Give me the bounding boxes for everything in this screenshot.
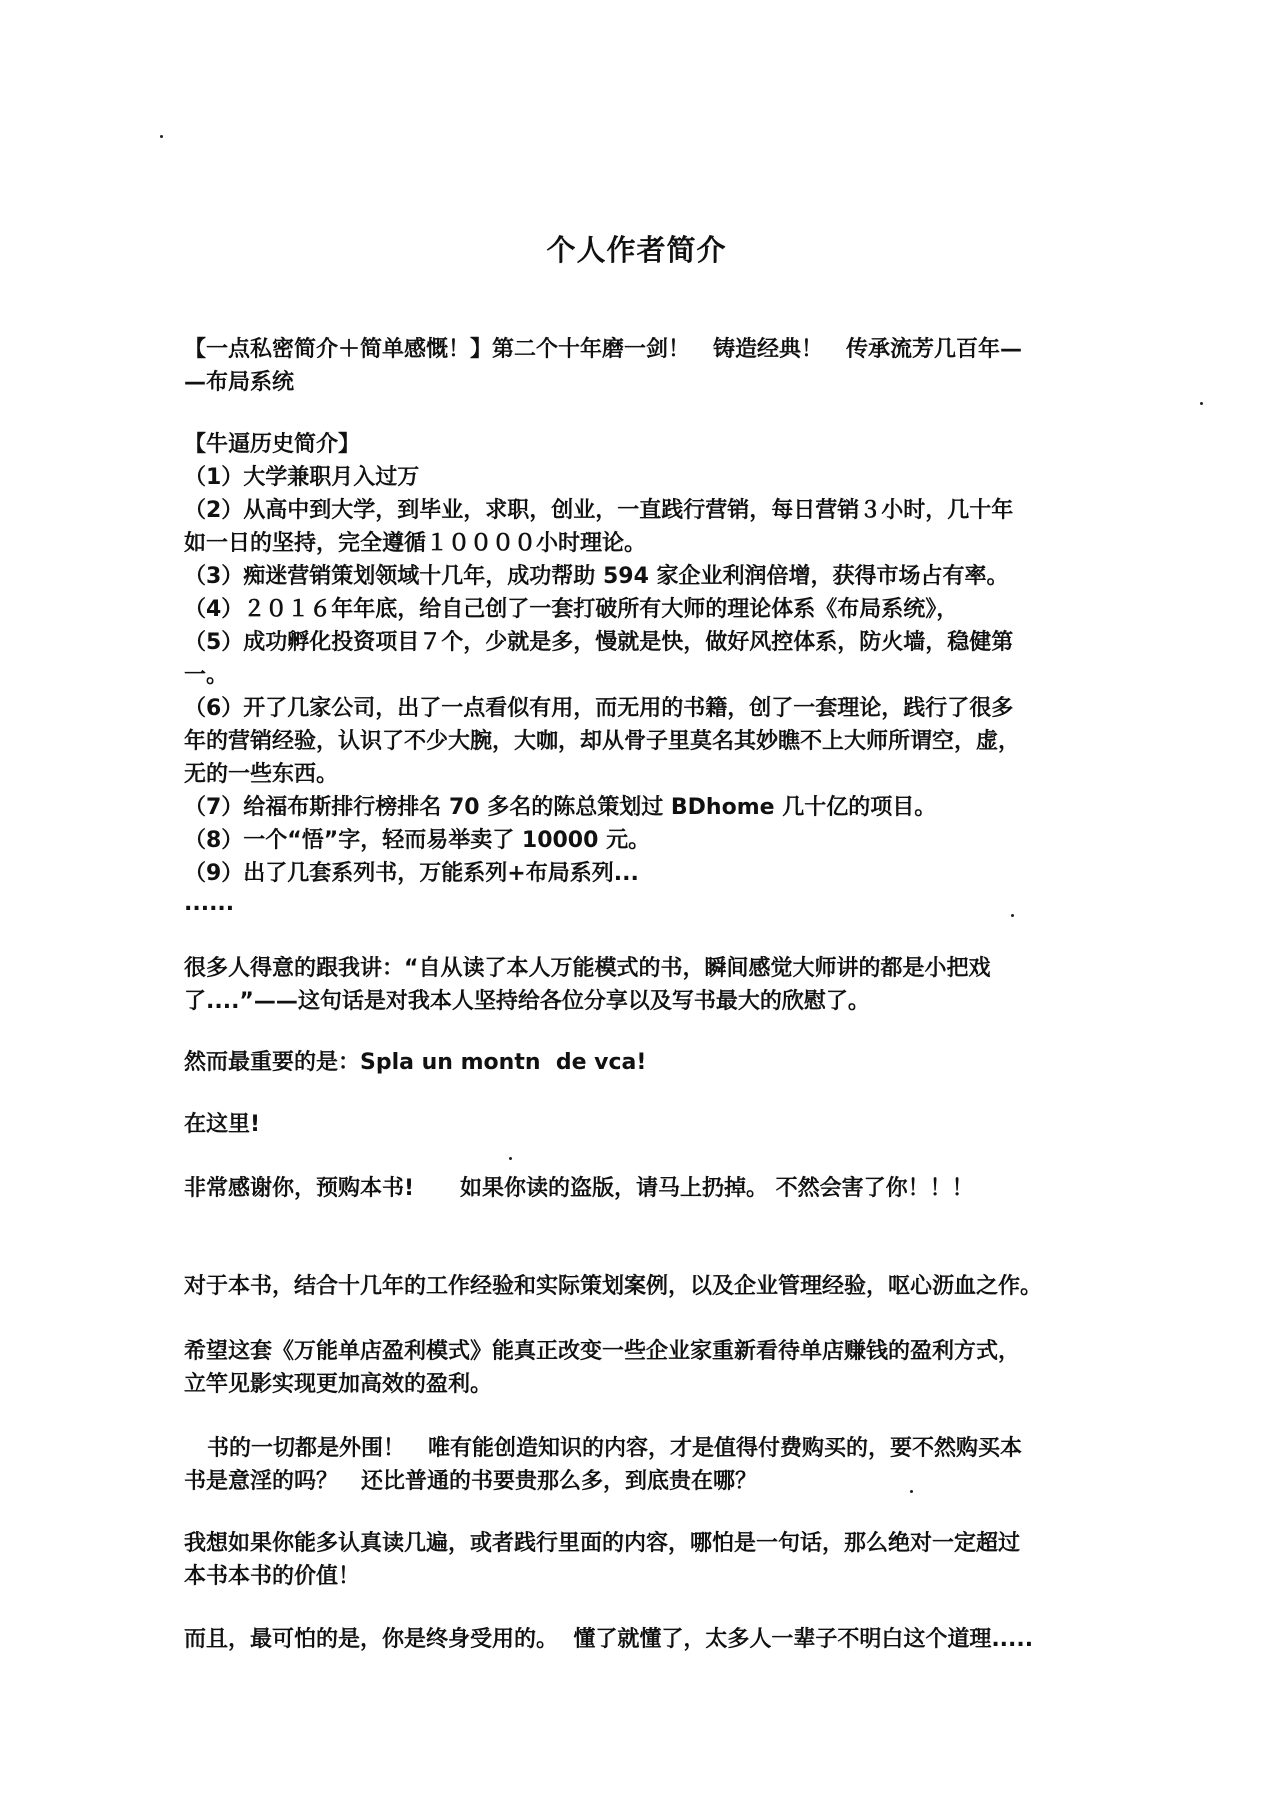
- scan-speck: [1200, 402, 1203, 405]
- history-item: （5）成功孵化投资项目７个，少就是多，慢就是快，做好风控体系，防火墙，稳健第 一。: [184, 630, 1014, 688]
- history-item: （7）给福布斯排行榜排名 70 多名的陈总策划过 BDhome 几十亿的项目。: [184, 795, 937, 820]
- content-value-paragraph: 书的一切都是外围！ 唯有能创造知识的内容，才是值得付费购买的，要不然购买本 书是意淫的吗？ 还比普通的书要贵那么多，到底贵在哪？: [184, 1436, 1022, 1494]
- history-item: （3）痴迷营销策划领域十几年，成功帮助 594 家企业利润倍增，获得市场占有率。: [184, 564, 1009, 589]
- hope-paragraph: 希望这套《万能单店盈利模式》能真正改变一些企业家重新看待单店赚钱的盈利方式， 立竿见影实现更加高效的盈利。: [184, 1339, 1021, 1397]
- scan-speck: [160, 135, 163, 138]
- history-item: （4）２０１６年年底，给自己创了一套打破所有大师的理论体系《布局系统》，: [184, 597, 959, 622]
- scan-speck: [910, 1490, 913, 1493]
- thanks-line: 非常感谢你，预购本书! 如果你读的盗版，请马上扔掉。 不然会害了你！！！: [184, 1176, 974, 1201]
- important-line: 然而最重要的是：Spla un montn de vca!: [184, 1050, 647, 1075]
- page-title: 个人作者简介: [546, 233, 727, 267]
- read-more-paragraph: 我想如果你能多认真读几遍，或者践行里面的内容，哪怕是一句话，那么绝对一定超过 本书本书的价值！: [184, 1531, 1021, 1589]
- closing-line: 而且，最可怕的是，你是终身受用的。 懂了就懂了，太多人一辈子不明白这个道理.....: [184, 1627, 1034, 1652]
- scan-speck: [1011, 914, 1014, 917]
- intro-paragraph: 【一点私密简介＋简单感慨！】第二个十年磨一剑！ 铸造经典！ 传承流芳几百年— —布局系统: [184, 337, 1022, 395]
- here-line: 在这里!: [184, 1112, 261, 1137]
- history-heading: 【牛逼历史简介】: [184, 432, 361, 457]
- history-item: （6）开了几家公司，出了一点看似有用，而无用的书籍，创了一套理论，践行了很多 年的营销经验，认识了不少大腕，大咖，却从骨子里莫名其妙瞧不上大师所谓空，虚， 无的一些东西。: [184, 696, 1021, 787]
- scan-speck: [509, 1157, 512, 1160]
- about-book-line: 对于本书，结合十几年的工作经验和实际策划案例，以及企业管理经验，呕心沥血之作。: [184, 1274, 1043, 1299]
- history-item: （1）大学兼职月入过万: [184, 465, 420, 490]
- quote-paragraph: 很多人得意的跟我讲：“自从读了本人万能模式的书，瞬间感觉大师讲的都是小把戏 了....”——这句话是对我本人坚持给各位分享以及写书最大的欣慰了。: [184, 956, 991, 1014]
- history-item: （8）一个“悟”字，轻而易举卖了 10000 元。: [184, 828, 651, 853]
- ellipsis: ......: [184, 891, 235, 916]
- history-item: （9）出了几套系列书，万能系列+布局系列...: [184, 861, 639, 886]
- history-item: （2）从高中到大学，到毕业，求职，创业，一直践行营销，每日营销３小时，几十年 如一日的坚持，完全遵循１００００小时理论。: [184, 498, 1014, 556]
